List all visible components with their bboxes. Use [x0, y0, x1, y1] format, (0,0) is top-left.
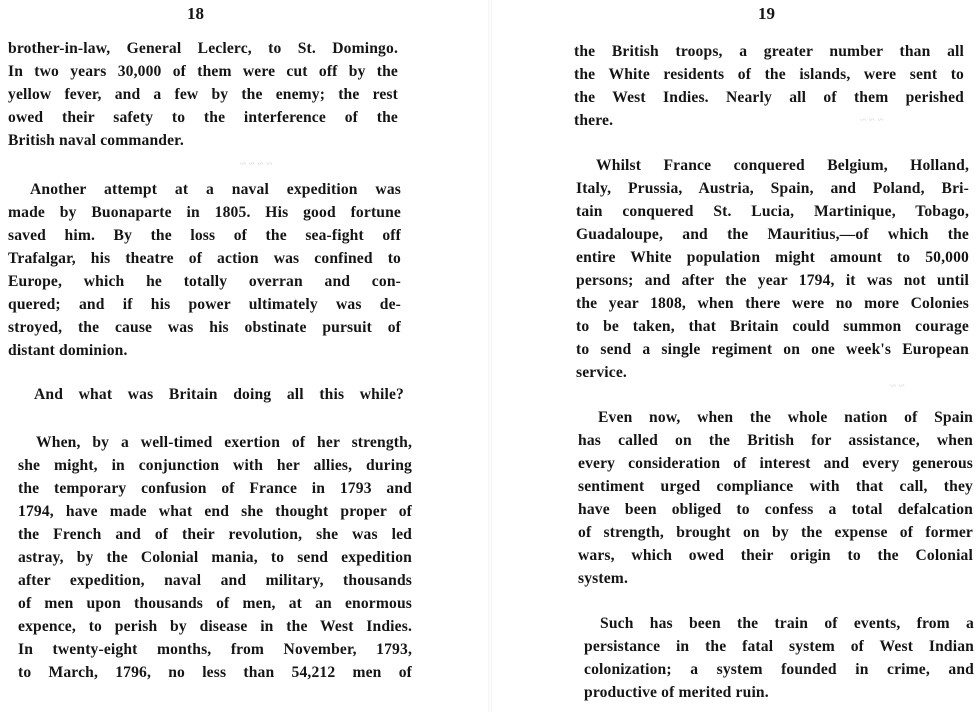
text-line: expence, to perish by disease in the West Indies. — [18, 618, 412, 635]
right-page — [490, 0, 980, 712]
text-line: 1794, have made what end she thought proper of — [18, 503, 412, 520]
text-line: When, by a well-timed exertion of her strength, — [36, 434, 412, 451]
paragraph — [8, 178, 401, 362]
text-line: Whilst France conquered Belgium, Holland, — [596, 157, 969, 174]
text-line: owed their safety to the interference of the — [8, 109, 398, 126]
text-line: Italy, Prussia, Austria, Spain, and Poland, Bri- — [576, 180, 969, 197]
text-line: British naval commander. — [8, 132, 184, 149]
paragraph — [578, 406, 973, 590]
text-line: the French and of their revolution, she was led — [18, 526, 412, 543]
text-line: In two years 30,000 of them were cut off by the — [8, 63, 398, 80]
text-line: wars, which owed their origin to the Colonial — [578, 547, 973, 564]
text-line: Trafalgar, his theatre of action was confined to — [8, 250, 401, 267]
text-line: Such has been the train of events, from a — [600, 615, 974, 632]
paragraph — [18, 431, 412, 684]
text-line: stroyed, the cause was his obstinate pursuit of — [8, 319, 401, 336]
text-line: the temporary confusion of France in 1793 and — [18, 480, 412, 497]
text-line: quered; and if his power ultimately was de- — [8, 296, 401, 313]
paragraph — [34, 383, 404, 406]
text-line: entire White population might amount to 50,000 — [576, 249, 969, 266]
page-number: 18 — [187, 4, 204, 23]
text-line: yellow fever, and a few by the enemy; the rest — [8, 86, 398, 103]
text-line: Guadaloupe, and the Mauritius,—of which the — [576, 226, 969, 243]
text-line: the year 1808, when there were no more Colonies — [576, 295, 969, 312]
text-line: Even now, when the whole nation of Spain — [598, 409, 973, 426]
text-line: persons; and after the year 1794, it was not until — [576, 272, 969, 289]
text-line: distant dominion. — [8, 342, 128, 359]
text-line: after expedition, naval and military, thousands — [18, 572, 412, 589]
text-line: have been obliged to confess a total defalcation — [578, 501, 973, 518]
text-line: And what was Britain doing all this while? — [34, 386, 404, 403]
show-through-mark: ~ ~ ~ ~ — [240, 158, 273, 170]
text-line: of strength, brought on by the expense of former — [578, 524, 973, 541]
paragraph — [574, 40, 964, 132]
text-line: sentiment urged compliance with that call, they — [578, 478, 973, 495]
text-line: there. — [574, 112, 614, 129]
text-line: productive of merited ruin. — [584, 684, 769, 701]
paragraph — [8, 37, 398, 152]
text-line: the White residents of the islands, were sent to — [574, 66, 964, 83]
text-line: service. — [576, 364, 627, 381]
text-line: saved him. By the loss of the sea-fight off — [8, 227, 401, 244]
paragraph — [584, 612, 974, 704]
text-line: system. — [578, 570, 628, 587]
show-through-mark: ~ ~ ~ — [860, 114, 884, 126]
text-line: made by Buonaparte in 1805. His good fortune — [8, 204, 401, 221]
text-line: has called on the British for assistance, when — [578, 432, 973, 449]
page-number: 19 — [758, 4, 775, 23]
text-line: to send a single regiment on one week's European — [576, 341, 969, 358]
text-line: tain conquered St. Lucia, Martinique, Tobago, — [576, 203, 969, 220]
text-line: colonization; a system founded in crime, and — [584, 661, 974, 678]
paragraph — [576, 154, 969, 384]
text-line: persistance in the fatal system of West Indian — [584, 638, 974, 655]
text-line: the West Indies. Nearly all of them perished — [574, 89, 964, 106]
text-line: every consideration of interest and every generous — [578, 455, 973, 472]
text-line: to be taken, that Britain could summon courage — [576, 318, 969, 335]
text-line: she might, in conjunction with her allies, during — [18, 457, 412, 474]
show-through-mark: ~ ~ — [890, 380, 905, 392]
text-line: Another attempt at a naval expedition was — [30, 181, 401, 198]
text-line: the British troops, a greater number than all — [574, 43, 964, 60]
text-line: brother-in-law, General Leclerc, to St. Domingo. — [8, 40, 398, 57]
text-line: In twenty-eight months, from November, 1793, — [18, 641, 412, 658]
text-line: astray, by the Colonial mania, to send expedition — [18, 549, 412, 566]
text-line: to March, 1796, no less than 54,212 men of — [18, 664, 412, 681]
text-line: of men upon thousands of men, at an enormous — [18, 595, 412, 612]
text-line: Europe, which he totally overran and con- — [8, 273, 401, 290]
